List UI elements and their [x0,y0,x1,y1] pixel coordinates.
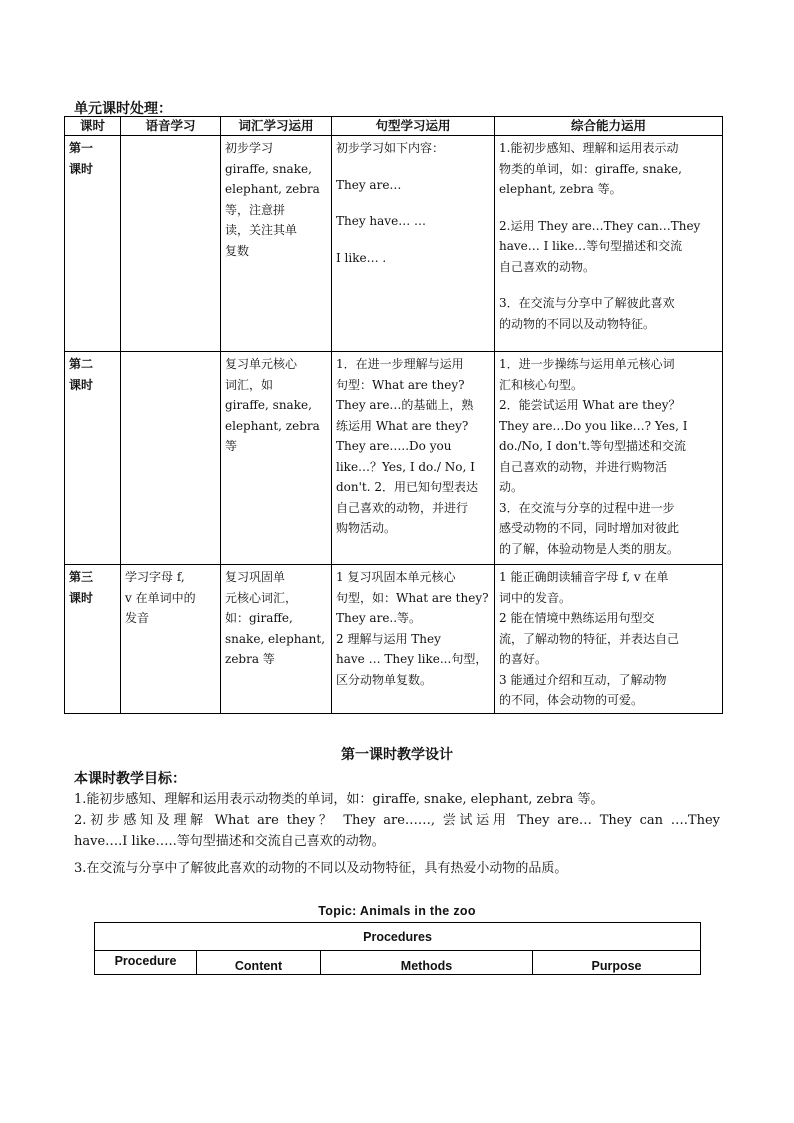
ability-cell [495,136,723,352]
period-cell [65,565,121,714]
cell-text-line: They have… … [336,214,427,228]
cell-text-line: They are…的基础上，熟 [336,398,474,412]
cell-text-line: snake, elephant, [225,631,326,646]
table-row [65,565,723,714]
cell-text-line: 区分动物单复数。 [336,672,433,687]
cell-text-line: 2.运用 They are…They can…They [499,218,701,233]
period-cell [65,352,121,565]
cell-text-line: 自己喜欢的动物，并进行购物活 [499,459,668,474]
column-header-phonics: 语音学习 [121,117,221,136]
table-row [65,352,723,565]
cell-text-line: giraffe, snake, [225,398,312,412]
cell-text-line: 3．在交流与分享中了解彼此喜欢 [499,296,675,310]
cell-text-line: 2 能在情境中熟练运用句型交 [499,611,655,625]
cell-text-line: 第二 [69,357,94,371]
cell-text-line: They are…..Do you [336,439,452,453]
sentence-cell [332,136,495,352]
column-header-period: 课时 [65,117,121,136]
cell-text-line: 3 能通过介绍和互动，了解动物 [499,672,667,687]
cell-text-line: 如：giraffe, [225,611,293,625]
cell-text-line: 的不同，体会动物的可爱。 [499,693,644,707]
cell-text-line: 初步学习如下内容： [336,141,445,155]
cell-text-line: 感受动物的不同，同时增加对彼此 [499,521,680,535]
vocabulary-cell [221,352,332,565]
unit-arrangement-heading: 单元课时处理： [74,101,172,117]
cell-text-line: 等 [225,439,238,453]
cell-text-line: 自己喜欢的动物，并进行 [336,500,469,515]
objective-item-continued: have….I like…..等句型描述和交流自己喜欢的动物。 [74,834,385,849]
cell-text-line: 课时 [69,161,94,176]
unit-table-header-row [65,117,723,136]
cell-text-line: like…？Yes, I do./ No, I [336,459,475,474]
column-header-content: Content [197,951,321,975]
column-header-methods: Methods [321,951,533,975]
lesson-design-title: 第一课时教学设计 [341,747,453,763]
cell-text-line: 复习巩固单 [225,570,286,584]
unit-lesson-table [64,116,723,714]
cell-text-line: 句型：What are they? [336,377,465,392]
cell-text-line: v 在单词中的 [125,590,196,605]
column-header-purpose: Purpose [533,951,701,975]
procedures-title: Procedures [95,923,701,951]
cell-text-line: do./No, I don't.等句型描述和交流 [499,439,687,453]
cell-text-line: 的了解，体验动物是人类的朋友。 [499,541,680,556]
cell-text-line: 初步学习 [225,141,274,155]
phonics-cell [121,565,221,714]
objectives-heading: 本课时教学目标： [74,771,186,787]
cell-text-line: have … They like...句型， [336,652,488,666]
cell-text-line: 1．在进一步理解与运用 [336,357,464,371]
cell-text-line: 第一 [69,141,94,155]
ability-cell [495,565,723,714]
cell-text-line: 流，了解动物的特征，并表达自己 [499,631,680,646]
cell-text-line: 动。 [499,480,524,494]
cell-text-line: 1.能初步感知、理解和运用表示动 [499,141,679,155]
line-gap [336,159,490,175]
cell-text-line: I like… . [336,250,387,265]
cell-text-line: 1 能正确朗读辅音字母 f, v 在单 [499,570,669,584]
cell-text-line: 课时 [69,377,94,392]
cell-text-line: elephant, zebra [225,418,320,433]
table-row [65,136,723,352]
cell-text-line: 课时 [69,590,94,605]
sentence-cell [332,565,495,714]
cell-text-line: 第三 [69,570,94,584]
vocabulary-cell [221,136,332,352]
vocabulary-cell [221,565,332,714]
cell-text-line: 1 复习巩固本单元核心 [336,570,456,584]
procedures-title-row [95,923,701,951]
line-gap [499,277,718,293]
column-header-sentence: 句型学习运用 [332,117,495,136]
cell-text-line: 等，注意拼 [225,202,286,217]
cell-text-line: 词中的发音。 [499,590,572,605]
cell-text-line: 的动物的不同以及动物特征。 [499,316,656,331]
objective-item: 1.能初步感知、理解和运用表示动物类的单词，如：giraffe, snake, elephant, zebra 等。 [74,792,604,807]
cell-text-line: 元核心词汇， [225,590,298,605]
cell-text-line: giraffe, snake, [225,161,312,176]
period-cell [65,136,121,352]
cell-text-line: 自己喜欢的动物。 [499,259,596,274]
cell-text-line: 发音 [125,611,150,625]
cell-text-line: 句型，如：What are they? [336,590,489,605]
cell-text-line: 学习字母 f, [125,570,185,584]
procedures-table [94,922,701,975]
objective-item: 2.初步感知及理解 What are they？ They are……, 尝试运用 They are… They can ….They [74,813,720,828]
procedures-header-row [95,951,701,975]
sentence-cell [332,352,495,565]
ability-cell [495,352,723,565]
cell-text-line: elephant, zebra 等。 [499,182,622,196]
cell-text-line: 词汇，如 [225,377,274,392]
cell-text-line: have… I like…等句型描述和交流 [499,239,683,253]
cell-text-line: zebra 等 [225,652,275,666]
column-header-procedure: Procedure [95,951,197,975]
cell-text-line: 读，关注其单 [225,223,298,237]
topic-title: Topic: Animals in the zoo [318,904,476,918]
cell-text-line: 2 理解与运用 They [336,631,441,646]
cell-text-line: don't. 2．用已知句型表达 [336,480,479,494]
cell-text-line: elephant, zebra [225,182,320,196]
cell-text-line: 的喜好。 [499,652,548,666]
cell-text-line: 2．能尝试运用 What are they？ [499,398,681,412]
cell-text-line: They are… [336,177,402,192]
line-gap [336,232,490,248]
cell-text-line: 复数 [225,243,250,258]
phonics-cell [121,136,221,352]
column-header-vocabulary: 词汇学习运用 [221,117,332,136]
phonics-cell [121,352,221,565]
line-gap [499,200,718,216]
cell-text-line: 1．进一步操练与运用单元核心词 [499,357,675,371]
cell-text-line: 汇和核心句型。 [499,377,584,392]
cell-text-line: They are..等。 [336,611,422,625]
cell-text-line: 复习单元核心 [225,357,298,371]
cell-text-line: 3．在交流与分享的过程中进一步 [499,500,675,515]
cell-text-line: They are…Do you like…? Yes, I [499,418,688,433]
column-header-ability: 综合能力运用 [495,117,723,136]
cell-text-line: 物类的单词，如：giraffe, snake, [499,161,682,176]
cell-text-line: 购物活动。 [336,521,397,535]
cell-text-line: 练运用 What are they? [336,418,469,433]
objective-item: 3.在交流与分享中了解彼此喜欢的动物的不同以及动物特征，具有热爱小动物的品质。 [74,861,568,876]
line-gap [336,195,490,211]
